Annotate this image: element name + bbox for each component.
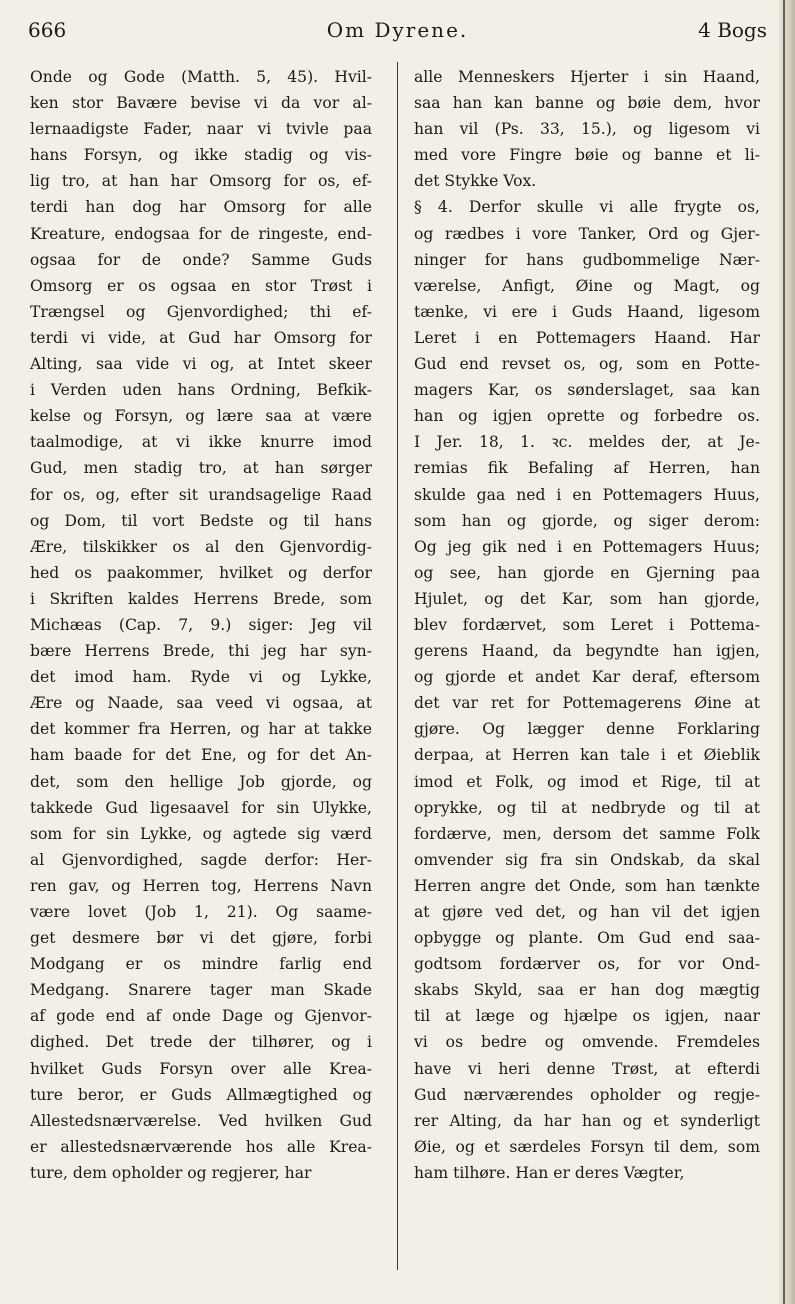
text-line: som for sin Lykke, og agtede sig værd <box>30 824 372 843</box>
text-line: I Jer. 18, 1. ꝛc. meldes der, at Je- <box>414 433 760 452</box>
text-line: vi os bedre og omvende. Fremdeles <box>414 1033 760 1052</box>
text-line: Ære og Naade, saa veed vi ogsaa, at <box>30 694 372 713</box>
text-line: Øie, og et særdeles Forsyn til dem, som <box>414 1137 760 1156</box>
text-line: saa han kan banne og bøie dem, hvor <box>414 94 760 113</box>
text-line: remias fik Befaling af Herren, han <box>414 459 760 478</box>
text-line: Gud, men stadig tro, at han sørger <box>30 459 372 478</box>
text-line: hans Forsyn, og ikke stadig og vis- <box>30 146 372 165</box>
text-line: takkede Gud ligesaavel for sin Ulykke, <box>30 798 372 817</box>
text-line: Allestedsnærværelse. Ved hvilken Gud <box>30 1111 372 1130</box>
text-line: ham baade for det Ene, og for det An- <box>30 746 372 765</box>
text-line: ogsaa for de onde? Samme Guds <box>30 250 372 269</box>
text-line: og Dom, til vort Bedste og til hans <box>30 511 372 530</box>
column-divider <box>397 62 398 1270</box>
text-line: bære Herrens Brede, thi jeg har syn- <box>30 642 372 661</box>
book-signature: 4 Bogs <box>698 18 767 42</box>
text-line: skabs Skyld, saa er han dog mægtig <box>414 981 760 1000</box>
text-line: gerens Haand, da begyndte han igjen, <box>414 642 760 661</box>
text-line: lernaadigste Fader, naar vi tvivle paa <box>30 120 372 139</box>
text-line: med vore Fingre bøie og banne et li- <box>414 146 760 165</box>
running-title: Om Dyrene. <box>326 18 469 42</box>
text-line: tænke, vi ere i Guds Haand, ligesom <box>414 302 760 321</box>
text-line: magers Kar, os sønderslaget, saa kan <box>414 381 760 400</box>
text-line: Ære, tilskikker os al den Gjenvordig- <box>30 537 372 556</box>
text-line: Medgang. Snarere tager man Skade <box>30 981 372 1000</box>
text-line: ren gav, og Herren tog, Herrens Navn <box>30 876 372 895</box>
text-line: Michæas (Cap. 7, 9.) siger: Jeg vil <box>30 615 372 634</box>
text-line: get desmere bør vi det gjøre, forbi <box>30 929 372 948</box>
text-line: blev fordærvet, som Leret i Pottema- <box>414 615 760 634</box>
text-line: skulde gaa ned i en Pottemagers Huus, <box>414 485 760 504</box>
page-number: 666 <box>28 18 67 42</box>
text-line: Modgang er os mindre farlig end <box>30 955 372 974</box>
text-line: alle Menneskers Hjerter i sin Haand, <box>414 68 760 86</box>
text-line: og rædbes i vore Tanker, Ord og Gjer- <box>414 224 760 243</box>
running-header <box>28 18 767 52</box>
text-line: Og jeg gik ned i en Pottemagers Huus; <box>414 537 760 556</box>
text-line: al Gjenvordighed, sagde derfor: Her- <box>30 850 372 869</box>
text-line: værelse, Anfigt, Øine og Magt, og <box>414 276 760 295</box>
text-line: Omsorg er os ogsaa en stor Trøst i <box>30 276 372 295</box>
text-line: Leret i en Pottemagers Haand. Har <box>414 328 760 347</box>
text-line: være lovet (Job 1, 21). Og saame- <box>30 903 372 921</box>
text-line: godtsom fordærver os, for vor Ond- <box>414 955 760 974</box>
text-line: terdi han dog har Omsorg for alle <box>30 198 372 217</box>
right-text-column <box>414 64 760 1186</box>
text-line: ninger for hans gudbommelige Nær- <box>414 250 760 269</box>
text-line: Hjulet, og det Kar, som han gjorde, <box>414 589 760 608</box>
text-line: gjøre. Og lægger denne Forklaring <box>414 720 760 739</box>
text-line: af gode end af onde Dage og Gjenvor- <box>30 1007 372 1026</box>
text-line: i Verden uden hans Ordning, Befkik- <box>30 381 372 400</box>
text-line: han vil (Ps. 33, 15.), og ligesom vi <box>414 120 760 139</box>
text-line: § 4. Derfor skulle vi alle frygte os, <box>414 198 760 217</box>
page-edge-line <box>783 0 785 1304</box>
text-line: han og igjen oprette og forbedre os. <box>414 407 760 426</box>
text-line: ture beror, er Guds Allmægtighed og <box>30 1085 372 1104</box>
text-line: lig tro, at han har Omsorg for os, ef- <box>30 172 372 191</box>
text-line: Alting, saa vide vi og, at Intet skeer <box>30 355 372 374</box>
text-line: og gjorde et andet Kar deraf, eftersom <box>414 668 760 687</box>
text-line: imod et Folk, og imod et Rige, til at <box>414 772 760 791</box>
text-line: terdi vi vide, at Gud har Omsorg for <box>30 328 372 347</box>
text-line: kelse og Forsyn, og lære saa at være <box>30 407 372 426</box>
text-line: for os, og, efter sit urandsagelige Raad <box>30 485 372 504</box>
text-line: Gud nærværendes opholder og regje- <box>414 1085 760 1104</box>
text-line: og see, han gjorde en Gjerning paa <box>414 563 760 582</box>
text-line: Gud end revset os, og, som en Potte- <box>414 355 760 374</box>
text-line: er allestedsnærværende hos alle Krea- <box>30 1137 372 1156</box>
text-line: omvender sig fra sin Ondskab, da skal <box>414 850 760 869</box>
text-line: at gjøre ved det, og han vil det igjen <box>414 903 760 921</box>
text-line: i Skriften kaldes Herrens Brede, som <box>30 589 372 608</box>
text-line: ham tilhøre. Han er deres Vægter, <box>414 1163 685 1182</box>
text-line: have vi heri denne Trøst, at efterdi <box>414 1059 760 1078</box>
text-line: hed os paakommer, hvilket og derfor <box>30 563 372 582</box>
text-line: det imod ham. Ryde vi og Lykke, <box>30 668 372 687</box>
text-line: dighed. Det trede der tilhører, og i <box>30 1033 372 1052</box>
text-line: oprykke, og til at nedbryde og til at <box>414 798 760 817</box>
page-edge <box>779 0 795 1304</box>
text-line: Onde og Gode (Matth. 5, 45). Hvil- <box>30 68 372 86</box>
text-line: hvilket Guds Forsyn over alle Krea- <box>30 1059 372 1078</box>
text-line: Trængsel og Gjenvordighed; thi ef- <box>30 302 372 321</box>
text-line: det var ret for Pottemagerens Øine at <box>414 694 760 713</box>
text-line: det kommer fra Herren, og har at takke <box>30 720 372 739</box>
text-line: ture, dem opholder og regjerer, har <box>30 1163 312 1182</box>
text-line: det, som den hellige Job gjorde, og <box>30 772 372 791</box>
text-line: rer Alting, da har han og et synderligt <box>414 1111 760 1130</box>
left-text-column <box>30 64 372 1186</box>
text-line: som han og gjorde, og siger derom: <box>414 511 760 530</box>
text-line: fordærve, men, dersom det samme Folk <box>414 824 760 843</box>
text-line: opbygge og plante. Om Gud end saa- <box>414 929 760 948</box>
text-line: derpaa, at Herren kan tale i et Øieblik <box>414 746 760 765</box>
text-line: til at læge og hjælpe os igjen, naar <box>414 1007 760 1026</box>
text-line: Kreature, endogsaa for de ringeste, end- <box>30 224 372 243</box>
text-line: det Stykke Vox. <box>414 172 537 191</box>
text-line: ken stor Bavære bevise vi da vor al- <box>30 94 372 113</box>
text-line: Herren angre det Onde, som han tænkte <box>414 876 760 895</box>
text-line: taalmodige, at vi ikke knurre imod <box>30 433 372 452</box>
